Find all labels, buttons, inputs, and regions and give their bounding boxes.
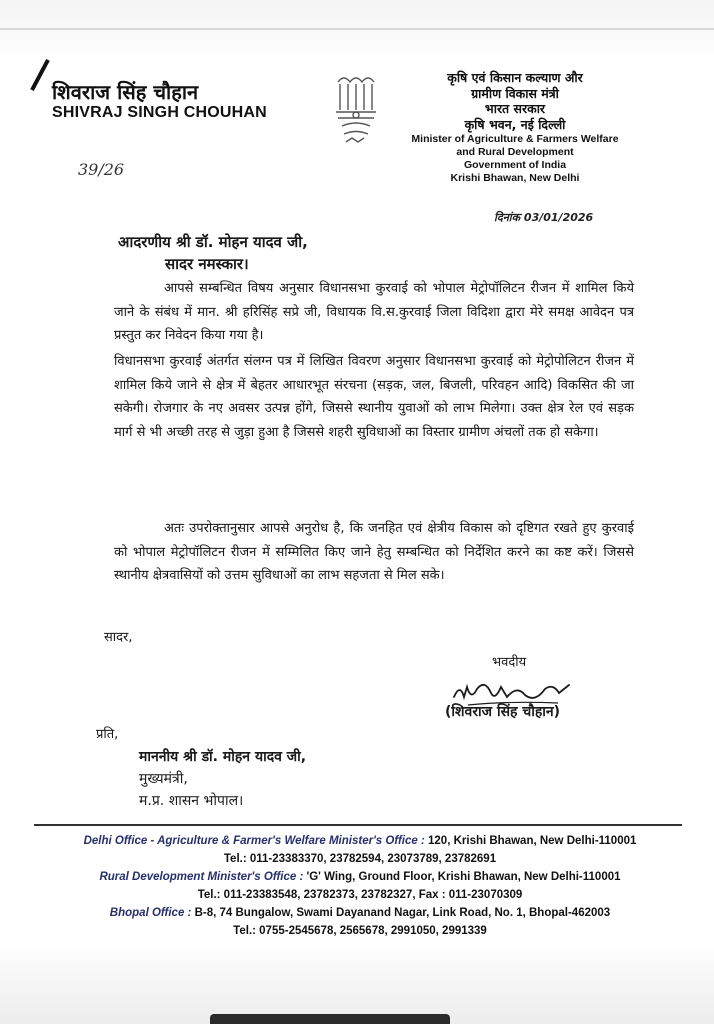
letter-date: दिनांक 03/01/2026 xyxy=(494,211,594,224)
designation-hindi-line-3: भारत सरकार xyxy=(484,101,546,117)
designation-hindi-line-1: कृषि एवं किसान कल्याण और xyxy=(447,70,583,85)
rural-office-line xyxy=(20,868,700,886)
sender-name-hindi: शिवराज सिंह चौहान xyxy=(52,80,199,104)
sender-name-english: SHIVRAJ SINGH CHOUHAN xyxy=(52,104,267,121)
designation-english-line-4: Krishi Bhawan, New Delhi xyxy=(450,171,580,184)
delhi-office-line xyxy=(20,832,700,850)
designation-english-line-1: Minister of Agriculture & Farmers Welfare xyxy=(411,132,619,145)
reference-number: 39/26 xyxy=(78,160,125,179)
addressee-name: माननीय श्री डॉ. मोहन यादव जी, xyxy=(139,749,307,765)
ministry-header xyxy=(408,70,622,185)
body-paragraph-3: अतः उपरोक्तानुसार आपसे अनुरोध है, कि जनहित एवं क्षेत्रीय विकास को दृष्टिगत रखते हुए कुरवाई को भोपाल मेट्रोपॉलिटन रीजन में सम्मिलित किए जाने हेतु सम्बन्धित को निर्देशित करने का कष्ट करें। जिससे स्थानीय क्षेत्रवासियों को उत्तम सुविधाओं का लाभ सहजता से मिल सके। xyxy=(114,521,634,583)
state-emblem-icon xyxy=(330,70,382,150)
designation-hindi-line-4: कृषि भवन, नई दिल्ली xyxy=(464,116,566,132)
addressee-designation: मुख्यमंत्री, xyxy=(139,771,188,787)
salutation: आदरणीय श्री डॉ. मोहन यादव जी, xyxy=(118,233,308,251)
designation-english-line-3: Government of India xyxy=(463,158,567,171)
rural-office-address: 'G' Wing, Ground Floor, Krishi Bhawan, New Delhi-110001 xyxy=(306,871,621,883)
rural-office-tel: Tel.: 011-23383548, 23782373, 23782327, Fax : 011-23070309 xyxy=(197,889,523,901)
addressee-block xyxy=(139,746,306,812)
to-label: प्रति, xyxy=(96,727,119,742)
bhopal-office-tel: Tel.: 0755-2545678, 2565678, 2991050, 2991339 xyxy=(233,925,487,937)
body-paragraph-2: विधानसभा कुरवाई अंतर्गत संलग्न पत्र में लिखित विवरण अनुसार विधानसभा कुरवाई को मेट्रोपोलिटन रीजन में शामिल किये जाने से क्षेत्र में बेहतर आधारभूत संरचना (सड़क, जल, बिजली, परिवहन आदि) विकसित की जा सकेगी। रोजगार के नए अवसर उत्पन्न होंगे, जिससे स्थानीय युवाओं को लाभ मिलेगा। उक्त क्षेत्र रेल एवं सड़क मार्ग से भी अच्छी तरह से जुड़ा हुआ है जिससे शहरी सुविधाओं का विस्तार ग्रामीण अंचलों तक हो सकेगा। xyxy=(114,354,634,440)
bhopal-office-line xyxy=(20,904,700,922)
delhi-office-tel: Tel.: 011-23383370, 23782594, 23073789, 23782691 xyxy=(223,853,497,865)
designation-english-line-2: and Rural Development xyxy=(456,145,574,158)
designation-hindi-line-2: ग्रामीण विकास मंत्री xyxy=(471,85,559,101)
bhopal-office-address: B-8, 74 Bungalow, Swami Dayanand Nagar, Link Road, No. 1, Bhopal-462003 xyxy=(194,907,611,919)
footer-divider xyxy=(34,824,682,826)
bhopal-office-label: Bhopal Office : xyxy=(109,907,192,919)
yours-faithfully: भवदीय xyxy=(492,655,527,670)
delhi-office-label: Delhi Office - Agriculture & Farmer's Welfare Minister's Office : xyxy=(83,835,425,847)
page-top-edge xyxy=(0,28,714,30)
letterhead-footer xyxy=(20,832,700,940)
addressee-office: म.प्र. शासन भोपाल। xyxy=(139,793,244,809)
signatory-name: (शिवराज सिंह चौहान) xyxy=(445,704,561,720)
closing: सादर, xyxy=(104,630,133,645)
body-paragraph-1: आपसे सम्बन्धित विषय अनुसार विधानसभा कुरवाई को भोपाल मेट्रोपॉलिटन रीजन में शामिल किये जाने के संबंध में मान. श्री हरिसिंह सप्रे जी, विधायक वि.स.कुरवाई जिला विदिशा द्वारा मेरे समक्ष आवेदन पत्र प्रस्तुत कर निवेदन किया गया है। xyxy=(114,281,634,343)
pen-mark xyxy=(30,59,49,91)
page-bottom-shadow xyxy=(210,1014,450,1024)
rural-office-label: Rural Development Minister's Office : xyxy=(99,871,304,883)
greeting: सादर नमस्कार। xyxy=(165,255,249,273)
delhi-office-address: 120, Krishi Bhawan, New Delhi-110001 xyxy=(428,835,637,847)
